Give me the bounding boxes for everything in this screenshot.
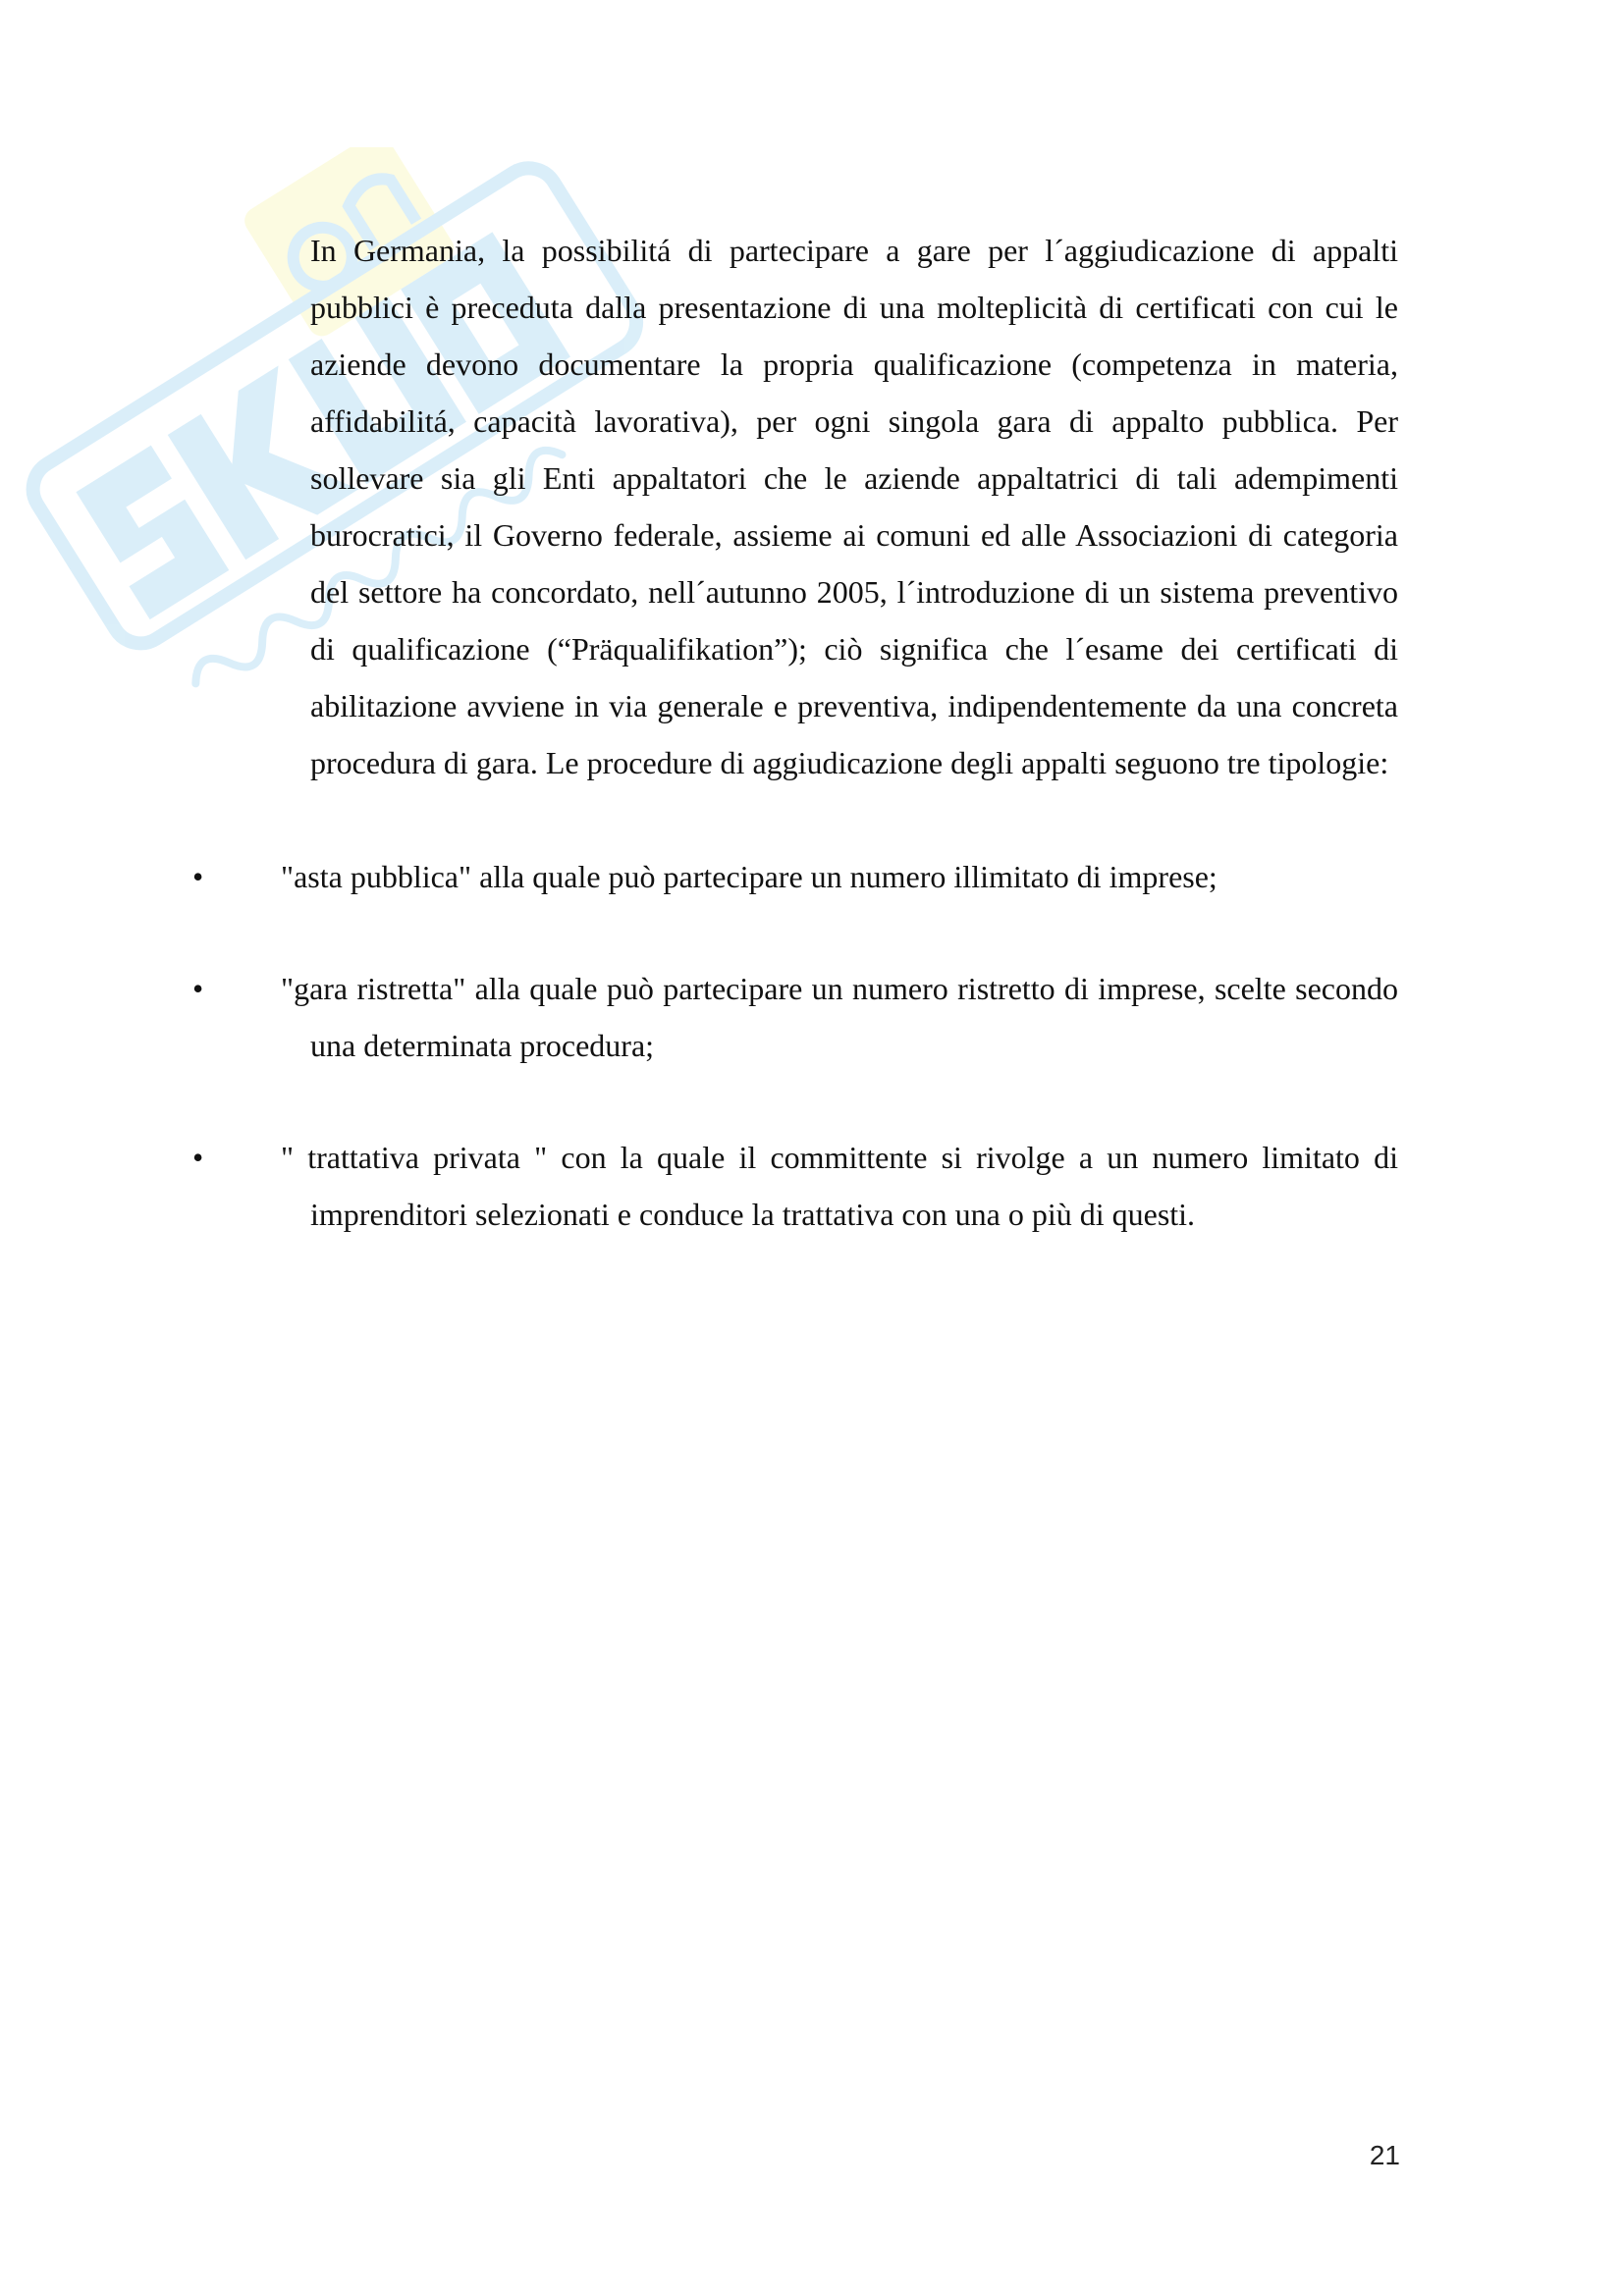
list-item bbox=[192, 1129, 1398, 1243]
main-paragraph-block bbox=[310, 222, 1398, 791]
list-item-text: "gara ristretta" alla quale può partecipare un numero ristretto di imprese, scelte secondo una determinata procedura; bbox=[281, 971, 1398, 1063]
list-item bbox=[192, 848, 1398, 905]
list-item-text: "asta pubblica" alla quale può partecipare un numero illimitato di imprese; bbox=[281, 859, 1217, 894]
main-paragraph: In Germania, la possibilitá di partecipare a gare per l´aggiudicazione di appalti pubblici è preceduta dalla presentazione di una molteplicità di certificati con cui le aziende devono documentare la propria qualificazione (competenza in materia, affidabilitá, capacità lavorativa), per ogni singola gara di appalto pubblica. Per sollevare sia gli Enti appaltatori che le aziende appaltatrici di tali adempimenti burocratici, il Governo federale, assieme ai comuni ed alle Associazioni di categoria del settore ha concordato, nell´autunno 2005, l´introduzione di un sistema preventivo di qualificazione (“Präqualifikation”); ciò significa che l´esame dei certificati di abilitazione avviene in via generale e preventiva, indipendentemente da una concreta procedura di gara. Le procedure di aggiudicazione degli appalti seguono tre tipologie: bbox=[310, 233, 1398, 780]
bullet-marker: • bbox=[192, 859, 204, 894]
page-number: 21 bbox=[1369, 2140, 1400, 2170]
procedure-list bbox=[192, 848, 1398, 1298]
list-item bbox=[192, 960, 1398, 1074]
bullet-marker: • bbox=[192, 1140, 204, 1175]
bullet-marker: • bbox=[192, 971, 204, 1006]
list-item-text: " trattativa privata " con la quale il committente si rivolge a un numero limitato di imprenditori selezionati e conduce la trattativa con una o più di questi. bbox=[281, 1140, 1398, 1232]
